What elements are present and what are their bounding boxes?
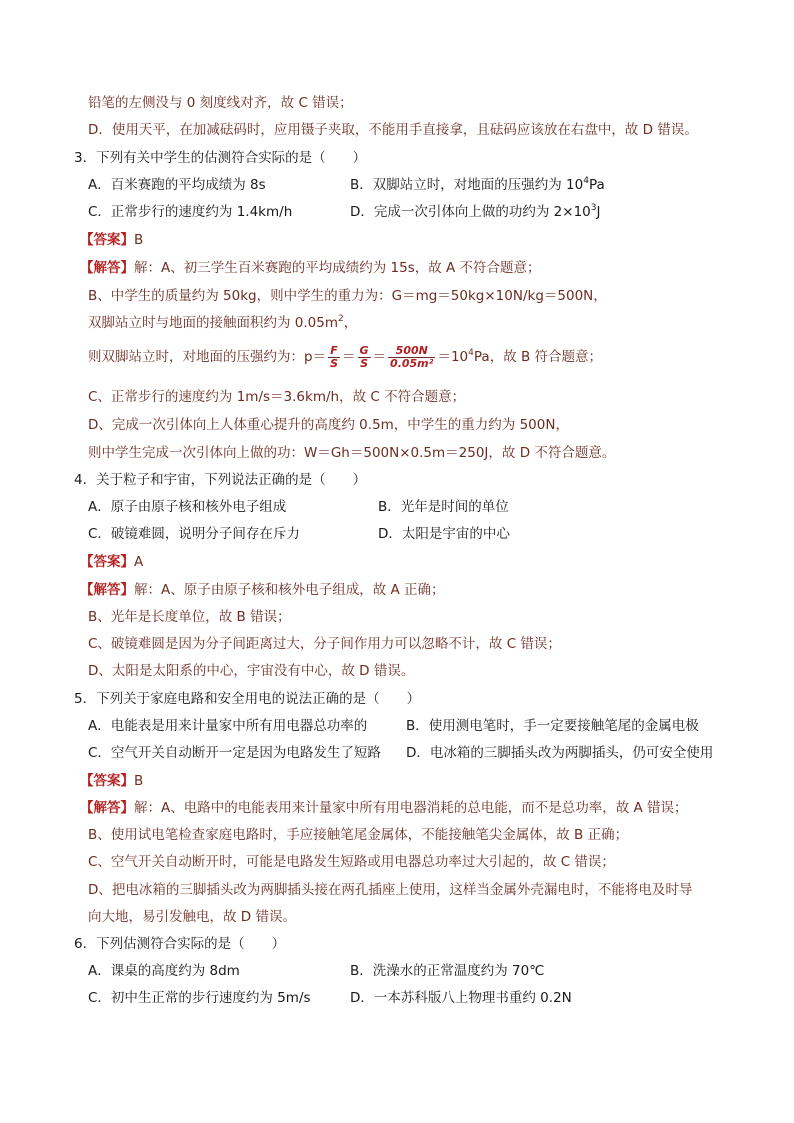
question-3-solution-line: C、正常步行的速度约为 1m/s＝3.6km/h，故 C 不符合题意；: [88, 389, 466, 405]
question-5-solution-line: 【解答】解：A、电路中的电能表用来计量家中所有用电器消耗的总电能，而不是总功率，故 A 错误；: [80, 800, 688, 816]
question-4-option-d: D．太阳是宇宙的中心: [378, 526, 510, 542]
question-6-option-c: C．初中生正常的步行速度约为 5m/s: [88, 990, 311, 1006]
question-3-solution-line: 双脚站立时与地面的接触面积约为 $0.05m^2$，: [88, 313, 358, 331]
question-6-option-d: D．一本苏科版八上物理书重约 0.2N: [350, 990, 572, 1006]
question-4-solution-line: D、太阳是太阳系的中心，宇宙没有中心，故 D 错误。: [88, 663, 415, 679]
question-5-option-b: B．使用测电笔时，手一定要接触笔尾的金属电极: [406, 718, 699, 734]
question-6-option-a: A．课桌的高度约为 8dm: [88, 963, 240, 979]
text-line: D．使用天平，在加减砝码时，应用镊子夹取，不能用手直接拿，且砝码应该放在右盘中，故 D 错误。: [88, 122, 698, 138]
text-line: 铅笔的左侧没与 0 刻度线对齐，故 C 错误；: [88, 95, 353, 111]
question-3-stem: 3．下列有关中学生的估测符合实际的是（ ）: [74, 150, 367, 166]
question-3-option-c: C．正常步行的速度约为 1.4km/h: [88, 204, 293, 220]
question-3-solution-line: D、完成一次引体向上人体重心提升的高度约 0.5m，中学生的重力约为 500N，: [88, 417, 569, 433]
question-3-solution-line: 则中学生完成一次引体向上做的功：W＝Gh＝500N×0.5m＝250J，故 D 不符合题意。: [88, 445, 616, 461]
question-3-option-a: A．百米赛跑的平均成绩为 8s: [88, 177, 266, 193]
question-5-option-d: D．电冰箱的三脚插头改为两脚插头，仍可安全使用: [406, 745, 714, 761]
question-5-answer: 【答案】B: [80, 773, 144, 789]
question-3-pressure-formula: 则双脚站立时，对地面的压强约为：p＝ $\frac{F}{S}$ ＝ $\frac{G}{S}$ ＝ $\frac{500N}{\text{0.05m²}}$ $=10^4Pa$，故 B 符合题意；: [88, 343, 603, 370]
question-5-solution-line: C、空气开关自动断开时，可能是电路发生短路或用电器总功率过大引起的，故 C 错误；: [88, 854, 615, 870]
question-3-solution-line: B、中学生的质量约为 50kg，则中学生的重力为：G＝mg＝50kg×10N/kg＝500N，: [88, 288, 607, 304]
question-5-option-c: C．空气开关自动断开一定是因为电路发生了短路: [88, 745, 381, 761]
fraction: $\frac{500N}{\text{0.05m²}}$: [390, 343, 434, 370]
question-4-answer: 【答案】A: [80, 554, 144, 570]
fraction: $\frac{F}{S}$: [330, 343, 339, 370]
question-5-solution-line: D、把电冰箱的三脚插头改为两脚插头接在两孔插座上使用，这样当金属外壳漏电时，不能将电及时导: [88, 882, 693, 898]
question-3-option-b: B．双脚站立时，对地面的压强约为 $10^4Pa$: [350, 175, 605, 193]
question-4-solution-line: C、破镜难圆是因为分子间距离过大，分子间作用力可以忽略不计，故 C 错误；: [88, 636, 561, 652]
question-6-stem: 6．下列估测符合实际的是（ ）: [74, 936, 286, 952]
question-3-solution-line: 【解答】解：A、初三学生百米赛跑的平均成绩约为 15s，故 A 不符合题意；: [80, 260, 541, 276]
question-5-option-a: A．电能表是用来计量家中所有用电器总功率的: [88, 718, 368, 734]
question-3-option-d: D．完成一次引体向上做的功约为 $2\times 10^3J$: [350, 202, 601, 220]
question-4-solution-line: B、光年是长度单位，故 B 错误；: [88, 609, 291, 625]
question-4-solution-line: 【解答】解：A、原子由原子核和核外电子组成，故 A 正确；: [80, 582, 445, 598]
question-3-answer: 【答案】B: [80, 232, 144, 248]
question-4-option-b: B．光年是时间的单位: [378, 499, 509, 515]
fraction: $\frac{G}{S}$: [359, 343, 369, 370]
question-4-option-a: A．原子由原子核和核外电子组成: [88, 499, 287, 515]
question-4-stem: 4．关于粒子和宇宙，下列说法正确的是（ ）: [74, 472, 367, 488]
question-5-stem: 5．下列关于家庭电路和安全用电的说法正确的是（ ）: [74, 691, 421, 707]
question-4-option-c: C．破镜难圆，说明分子间存在斥力: [88, 526, 300, 542]
question-5-solution-line: 向大地，易引发触电，故 D 错误。: [88, 909, 296, 925]
question-6-option-b: B．洗澡水的正常温度约为 70℃: [350, 963, 545, 979]
question-5-solution-line: B、使用试电笔检查家庭电路时，手应接触笔尾金属体，不能接触笔尖金属体，故 B 正确；: [88, 827, 629, 843]
